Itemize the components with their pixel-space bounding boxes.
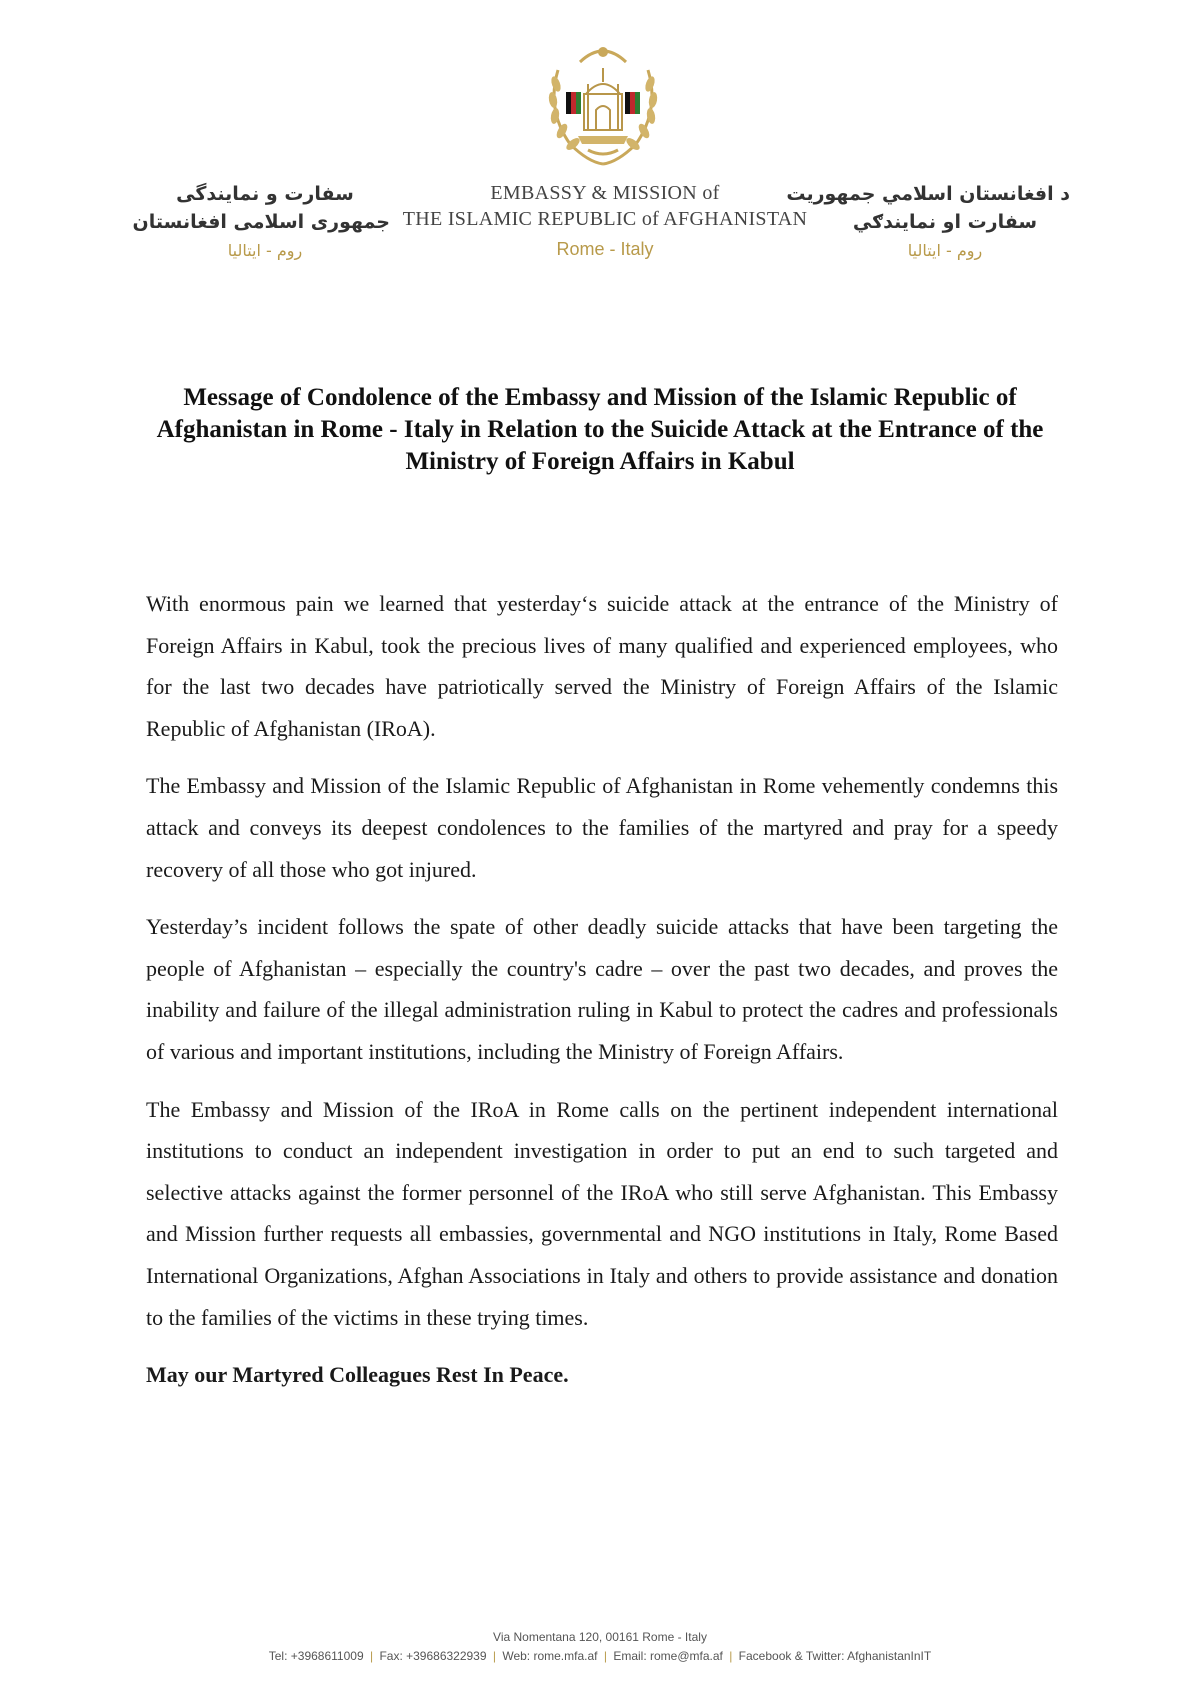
paragraph-1: With enormous pain we learned that yesterday‘s suicide attack at the entrance of the Ministry of Foreign Affairs in Kabul, took the precious lives of many qualified and experienced employees, who for the last two decades have patriotically served the Ministry of Foreign Affairs of the Islamic Republic of Afghanistan (IRoA).: [146, 591, 1058, 741]
footer-separator: |: [603, 1649, 607, 1663]
dari-heading: [132, 180, 390, 266]
footer-social: Facebook & Twitter: AfghanistanInIT: [738, 1649, 932, 1663]
letterhead: [0, 0, 1200, 270]
english-heading: [395, 180, 815, 266]
footer-email: Email: rome@mfa.af: [613, 1649, 723, 1663]
paragraph-4: The Embassy and Mission of the IRoA in Rome calls on the pertinent independent international institutions to conduct an independent investigation in order to put an end to such targeted and selective attacks against the former personnel of the IRoA who still serve Afghanistan. This Embassy and Mission further requests all embassies, governmental and NGO institutions in Italy, Rome Based International Organizations, Afghan Associations in Italy and others to provide assistance and donation to the families of the victims in these trying times.: [146, 1096, 1058, 1330]
footer-separator: |: [729, 1649, 733, 1663]
footer-web: Web: rome.mfa.af: [502, 1649, 598, 1663]
pashto-line-1: د افغانستان اسلامي جمهوریت: [786, 183, 1070, 205]
footer-fax: Fax: +39686322939: [379, 1649, 487, 1663]
footer-separator: |: [369, 1649, 374, 1663]
emblem-icon: [540, 40, 666, 170]
english-city: Rome - Italy: [556, 239, 654, 259]
footer: [0, 1628, 1200, 1666]
paragraph-3: Yesterday’s incident follows the spate of other deadly suicide attacks that have been targeting the people of Afghanistan – especially the country's cadre – over the past two decades, and proves the inability and failure of the illegal administration ruling in Kabul to protect the cadres and professionals of various and important institutions, including the Ministry of Foreign Affairs.: [146, 914, 1058, 1064]
dari-line-2: جمهوری اسلامی افغانستان: [132, 211, 390, 233]
dari-line-1: سفارت و نمایندگی: [176, 183, 354, 205]
footer-separator: |: [492, 1649, 496, 1663]
footer-address: Via Nomentana 120, 00161 Rome - Italy: [493, 1630, 707, 1644]
english-line-1: EMBASSY & MISSION of: [490, 182, 720, 204]
footer-contacts: [0, 1647, 1200, 1666]
paragraph-2: The Embassy and Mission of the Islamic Republic of Afghanistan in Rome vehemently condemns this attack and conveys its deepest condolences to the families of the martyred and pray for a speedy recovery of all those who got injured.: [146, 773, 1058, 882]
pashto-line-2: سفارت او نمایندګي: [852, 211, 1038, 233]
footer-tel: Tel: +3968611009: [268, 1649, 364, 1663]
pashto-heading: [786, 180, 1070, 266]
pashto-city: روم - ایتالیا: [907, 241, 983, 260]
english-line-2: THE ISLAMIC REPUBLIC of AFGHANISTAN: [402, 208, 808, 230]
closing-line: May our Martyred Colleagues Rest In Peace.: [146, 1362, 569, 1388]
document-title: Message of Condolence of the Embassy and Mission of the Islamic Republic of Afghanistan in Rome - Italy in Relation to the Suicide Attack at the Entrance of the Ministry of Foreign Affairs in Kabul: [156, 384, 1044, 475]
document-body: [146, 583, 1058, 1412]
dari-city: روم - ایتالیا: [227, 241, 303, 260]
